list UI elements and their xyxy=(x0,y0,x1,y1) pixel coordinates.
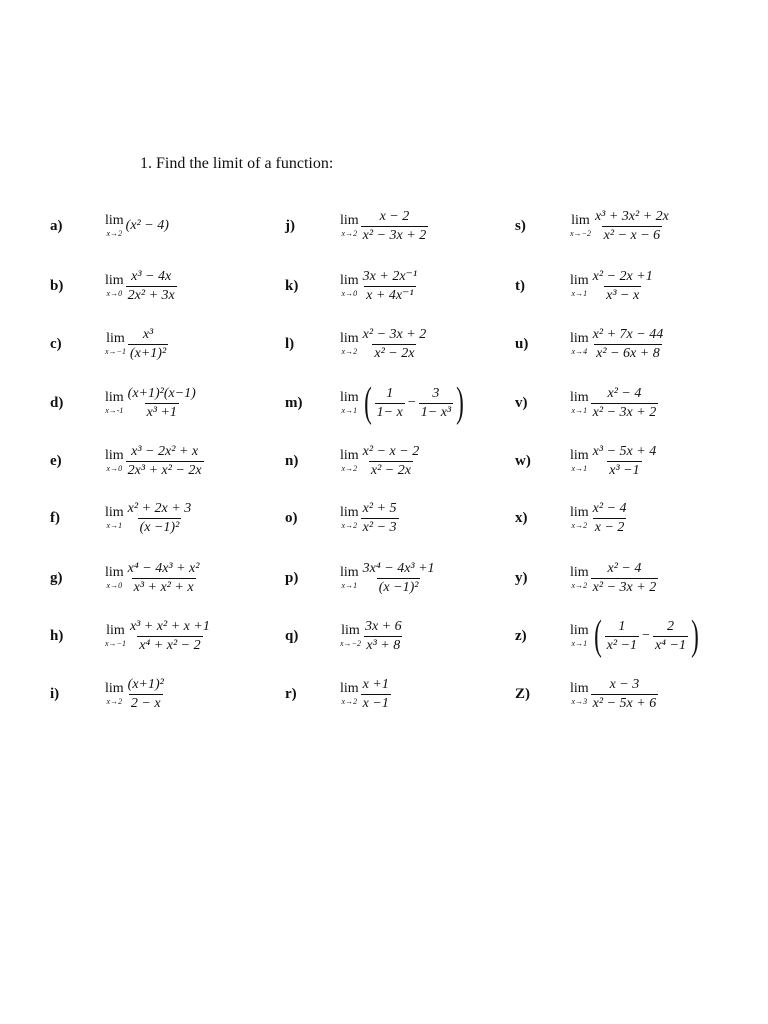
limit-operator xyxy=(340,332,359,356)
limit-approach: x→2 xyxy=(341,464,358,473)
limit-operator xyxy=(340,682,359,706)
fraction-denominator: x⁴ + x² − 2 xyxy=(139,637,201,653)
first-fraction-denominator: 1− x xyxy=(376,404,403,420)
fraction-numerator: x² − 4 xyxy=(607,561,642,577)
fraction-denominator: x² − 3x + 2 xyxy=(592,404,657,420)
limit-approach: x→1 xyxy=(571,639,588,648)
second-fraction-denominator: x⁴ −1 xyxy=(654,637,686,653)
limit-approach: x→0 xyxy=(106,289,123,298)
lim-word: lim xyxy=(340,213,359,228)
fraction-numerator: x² − 4 xyxy=(592,501,627,517)
fraction-numerator: x³ + 3x² + 2x xyxy=(594,209,669,225)
fraction xyxy=(126,677,166,711)
limit-operator xyxy=(340,214,359,238)
fraction xyxy=(126,444,204,478)
limit-approach: x→2 xyxy=(106,229,123,238)
fraction xyxy=(363,619,404,653)
lim-word: lim xyxy=(340,390,359,405)
problem-label: j) xyxy=(285,217,295,234)
lim-word: lim xyxy=(105,390,124,405)
limit-approach: x→0 xyxy=(106,581,123,590)
lim-word: lim xyxy=(106,623,125,638)
fraction-denominator: x² − 2x xyxy=(370,462,411,478)
lim-word: lim xyxy=(340,448,359,463)
problem-label: d) xyxy=(50,394,64,411)
limit-operator xyxy=(340,624,361,648)
limit-expression xyxy=(340,490,399,546)
fraction-numerator: x − 3 xyxy=(609,677,640,693)
problem-label: z) xyxy=(515,627,527,644)
limit-approach: x→1 xyxy=(571,464,588,473)
fraction-numerator: x² − 3x + 2 xyxy=(362,327,427,343)
first-fraction-denominator: x² −1 xyxy=(606,637,638,653)
fraction-denominator: x³ − x xyxy=(606,287,640,303)
fraction-numerator: x² − x − 2 xyxy=(362,444,420,460)
fraction-numerator: x² + 2x + 3 xyxy=(127,501,192,517)
limit-approach: x→0 xyxy=(341,289,358,298)
fraction xyxy=(591,386,659,420)
limit-expression xyxy=(340,316,428,372)
fraction-numerator: x² − 2x +1 xyxy=(592,269,653,285)
lim-word: lim xyxy=(340,273,359,288)
fraction xyxy=(361,501,399,535)
limit-expression xyxy=(105,490,193,546)
parenthesized-difference xyxy=(591,615,702,657)
problem-label: b) xyxy=(50,277,64,294)
first-fraction-numerator: 1 xyxy=(386,386,394,402)
minus-sign: − xyxy=(642,628,650,643)
limit-operator xyxy=(570,449,589,473)
left-paren: ( xyxy=(593,613,602,659)
fraction xyxy=(591,269,655,303)
fraction-denominator: x² − 3x + 2 xyxy=(592,579,657,595)
limit-expression xyxy=(340,258,419,314)
right-paren: ) xyxy=(456,380,464,426)
problem-label: c) xyxy=(50,335,62,352)
fraction-denominator: x −1 xyxy=(362,695,389,711)
problem-label: a) xyxy=(50,217,63,234)
fraction-denominator: x³ + 8 xyxy=(366,637,401,653)
limit-approach: x→2 xyxy=(571,521,588,530)
problem-label: r) xyxy=(285,685,297,702)
fraction-denominator: x − 2 xyxy=(594,519,625,535)
limit-approach: x→2 xyxy=(341,229,358,238)
limit-approach: x→2 xyxy=(341,347,358,356)
limit-operator xyxy=(570,682,589,706)
limit-operator xyxy=(570,332,589,356)
limit-approach: x→−2 xyxy=(340,639,361,648)
limit-expression xyxy=(570,198,671,254)
fraction-denominator: x³ −1 xyxy=(609,462,640,478)
lim-word: lim xyxy=(340,331,359,346)
limit-approach: x→1 xyxy=(106,521,123,530)
fraction xyxy=(361,269,419,303)
limit-expression xyxy=(105,258,177,314)
fraction-denominator: x² − x − 6 xyxy=(603,227,661,243)
limit-expression xyxy=(570,316,665,372)
parenthesized-difference xyxy=(361,382,467,424)
limit-approach: x→−2 xyxy=(570,229,591,238)
limit-approach: x→-1 xyxy=(105,406,124,415)
limit-expression xyxy=(570,608,702,664)
limit-expression xyxy=(105,666,166,722)
problem-label: t) xyxy=(515,277,525,294)
first-fraction xyxy=(605,619,639,653)
limit-approach: x→1 xyxy=(341,581,358,590)
limit-operator xyxy=(105,506,124,530)
heading: 1. Find the limit of a function: xyxy=(140,155,334,172)
fraction xyxy=(126,386,198,420)
lim-word: lim xyxy=(341,623,360,638)
fraction-numerator: 3x + 6 xyxy=(364,619,402,635)
fraction xyxy=(361,677,391,711)
limit-expression xyxy=(570,375,658,431)
limit-operator xyxy=(105,274,124,298)
lim-word: lim xyxy=(570,505,589,520)
fraction-denominator: 2 − x xyxy=(130,695,161,711)
lim-word: lim xyxy=(105,681,124,696)
lim-word: lim xyxy=(105,448,124,463)
limit-expression xyxy=(105,198,169,254)
minus-sign: − xyxy=(407,395,416,410)
problem-label: s) xyxy=(515,217,526,234)
limit-expression xyxy=(570,433,658,489)
second-fraction-numerator: 2 xyxy=(666,619,674,635)
fraction xyxy=(591,501,629,535)
fraction-denominator: x² − 3 xyxy=(362,519,397,535)
limit-expression xyxy=(570,490,629,546)
fraction-denominator: x² − 6x + 8 xyxy=(596,345,660,361)
problem-label: x) xyxy=(515,509,528,526)
limit-operator xyxy=(570,391,589,415)
limit-expression xyxy=(570,550,658,606)
first-fraction-numerator: 1 xyxy=(618,619,626,635)
lim-word: lim xyxy=(340,681,359,696)
lim-word: lim xyxy=(570,331,589,346)
problem-label: Z) xyxy=(515,685,530,702)
fraction-numerator: x² + 7x − 44 xyxy=(592,327,664,343)
limit-approach: x→1 xyxy=(571,289,588,298)
problem-label: o) xyxy=(285,509,298,526)
limit-operator xyxy=(570,214,591,238)
fraction-denominator: x³ +1 xyxy=(146,404,177,420)
fraction xyxy=(361,561,437,595)
fraction-numerator: x +1 xyxy=(362,677,389,693)
fraction-numerator: (x+1)²(x−1) xyxy=(127,386,196,402)
fraction-denominator: x² − 2x xyxy=(374,345,415,361)
lim-word: lim xyxy=(570,390,589,405)
lim-word: lim xyxy=(105,213,124,228)
limit-expression xyxy=(340,550,437,606)
limit-approach: x→2 xyxy=(106,697,123,706)
fraction-denominator: x³ + x² + x xyxy=(133,579,194,595)
fraction xyxy=(361,444,422,478)
fraction xyxy=(591,677,659,711)
first-fraction xyxy=(375,386,405,420)
fraction-denominator: (x −1)² xyxy=(139,519,180,535)
limit-approach: x→4 xyxy=(571,347,588,356)
fraction xyxy=(128,619,212,653)
limit-operator xyxy=(570,506,589,530)
lim-word: lim xyxy=(106,331,125,346)
lim-word: lim xyxy=(570,273,589,288)
fraction-denominator: 2x² + 3x xyxy=(127,287,175,303)
problem-label: v) xyxy=(515,394,528,411)
fraction xyxy=(126,501,194,535)
limit-expression xyxy=(105,433,204,489)
problem-label: w) xyxy=(515,452,531,469)
lim-word: lim xyxy=(105,505,124,520)
limit-operator xyxy=(570,624,589,648)
lim-word: lim xyxy=(340,505,359,520)
problem-label: n) xyxy=(285,452,299,469)
limit-expression xyxy=(105,608,212,664)
fraction xyxy=(591,561,659,595)
limit-operator xyxy=(105,214,124,238)
fraction-denominator: (x −1)² xyxy=(378,579,419,595)
problem-label: y) xyxy=(515,569,528,586)
limit-argument: (x² − 4) xyxy=(125,218,169,233)
second-fraction-denominator: 1− x³ xyxy=(420,404,452,420)
fraction-denominator: (x+1)² xyxy=(129,345,167,361)
lim-word: lim xyxy=(105,565,124,580)
problem-label: q) xyxy=(285,627,299,644)
limit-approach: x→2 xyxy=(341,521,358,530)
fraction xyxy=(591,327,666,361)
limit-operator xyxy=(105,332,126,356)
limit-expression xyxy=(570,666,658,722)
fraction-numerator: x³ + x² + x +1 xyxy=(129,619,210,635)
limit-approach: x→3 xyxy=(571,697,588,706)
limit-operator xyxy=(340,274,359,298)
left-paren: ( xyxy=(363,380,372,426)
limit-operator xyxy=(570,274,589,298)
problem-label: u) xyxy=(515,335,529,352)
fraction-denominator: x² − 5x + 6 xyxy=(592,695,657,711)
limit-operator xyxy=(340,391,359,415)
limit-approach: x→1 xyxy=(341,406,358,415)
fraction xyxy=(128,327,168,361)
fraction-numerator: x² − 4 xyxy=(607,386,642,402)
fraction-numerator: 3x⁴ − 4x³ +1 xyxy=(362,561,435,577)
lim-word: lim xyxy=(570,681,589,696)
fraction xyxy=(361,209,429,243)
limit-approach: x→2 xyxy=(571,581,588,590)
limit-operator xyxy=(570,566,589,590)
limit-operator xyxy=(105,449,124,473)
problem-label: p) xyxy=(285,569,299,586)
lim-word: lim xyxy=(340,565,359,580)
fraction-numerator: 3x + 2x⁻¹ xyxy=(362,269,418,285)
fraction-denominator: 2x³ + x² − 2x xyxy=(127,462,202,478)
second-fraction-numerator: 3 xyxy=(432,386,440,402)
limit-approach: x→−1 xyxy=(105,639,126,648)
fraction-numerator: x² + 5 xyxy=(362,501,397,517)
right-paren: ) xyxy=(691,613,699,659)
fraction-numerator: x³ xyxy=(142,327,154,343)
limit-approach: x→2 xyxy=(341,697,358,706)
limit-expression xyxy=(105,550,201,606)
lim-word: lim xyxy=(570,623,589,638)
limit-expression xyxy=(340,608,404,664)
limit-approach: x→0 xyxy=(106,464,123,473)
limit-operator xyxy=(340,566,359,590)
limit-operator xyxy=(105,391,124,415)
limit-expression xyxy=(340,666,391,722)
second-fraction xyxy=(419,386,453,420)
limit-approach: x→−1 xyxy=(105,347,126,356)
limit-expression xyxy=(570,258,655,314)
limit-operator xyxy=(105,682,124,706)
fraction xyxy=(126,561,202,595)
limit-operator xyxy=(340,449,359,473)
limit-expression xyxy=(105,375,198,431)
lim-word: lim xyxy=(570,448,589,463)
fraction xyxy=(591,444,659,478)
lim-word: lim xyxy=(571,213,590,228)
fraction-denominator: x² − 3x + 2 xyxy=(362,227,427,243)
problem-label: m) xyxy=(285,394,303,411)
limit-expression xyxy=(340,198,428,254)
limit-operator xyxy=(105,566,124,590)
fraction-numerator: x³ − 5x + 4 xyxy=(592,444,657,460)
lim-word: lim xyxy=(105,273,124,288)
fraction-numerator: x − 2 xyxy=(379,209,410,225)
problem-label: l) xyxy=(285,335,295,352)
limit-expression xyxy=(340,433,421,489)
problem-label: i) xyxy=(50,685,60,702)
limit-approach: x→1 xyxy=(571,406,588,415)
problem-label: k) xyxy=(285,277,299,294)
second-fraction xyxy=(653,619,688,653)
fraction-numerator: x³ − 2x² + x xyxy=(131,444,199,460)
limit-expression xyxy=(105,316,168,372)
limit-operator xyxy=(340,506,359,530)
limit-operator xyxy=(105,624,126,648)
fraction xyxy=(593,209,671,243)
lim-word: lim xyxy=(570,565,589,580)
problem-label: f) xyxy=(50,509,60,526)
limit-expression xyxy=(340,375,467,431)
fraction-numerator: x³ − 4x xyxy=(131,269,172,285)
fraction xyxy=(361,327,429,361)
problem-label: g) xyxy=(50,569,63,586)
fraction xyxy=(126,269,177,303)
fraction-numerator: (x+1)² xyxy=(127,677,164,693)
problem-label: e) xyxy=(50,452,62,469)
problem-label: h) xyxy=(50,627,64,644)
fraction-denominator: x + 4x⁻¹ xyxy=(366,287,414,303)
fraction-numerator: x⁴ − 4x³ + x² xyxy=(127,561,200,577)
